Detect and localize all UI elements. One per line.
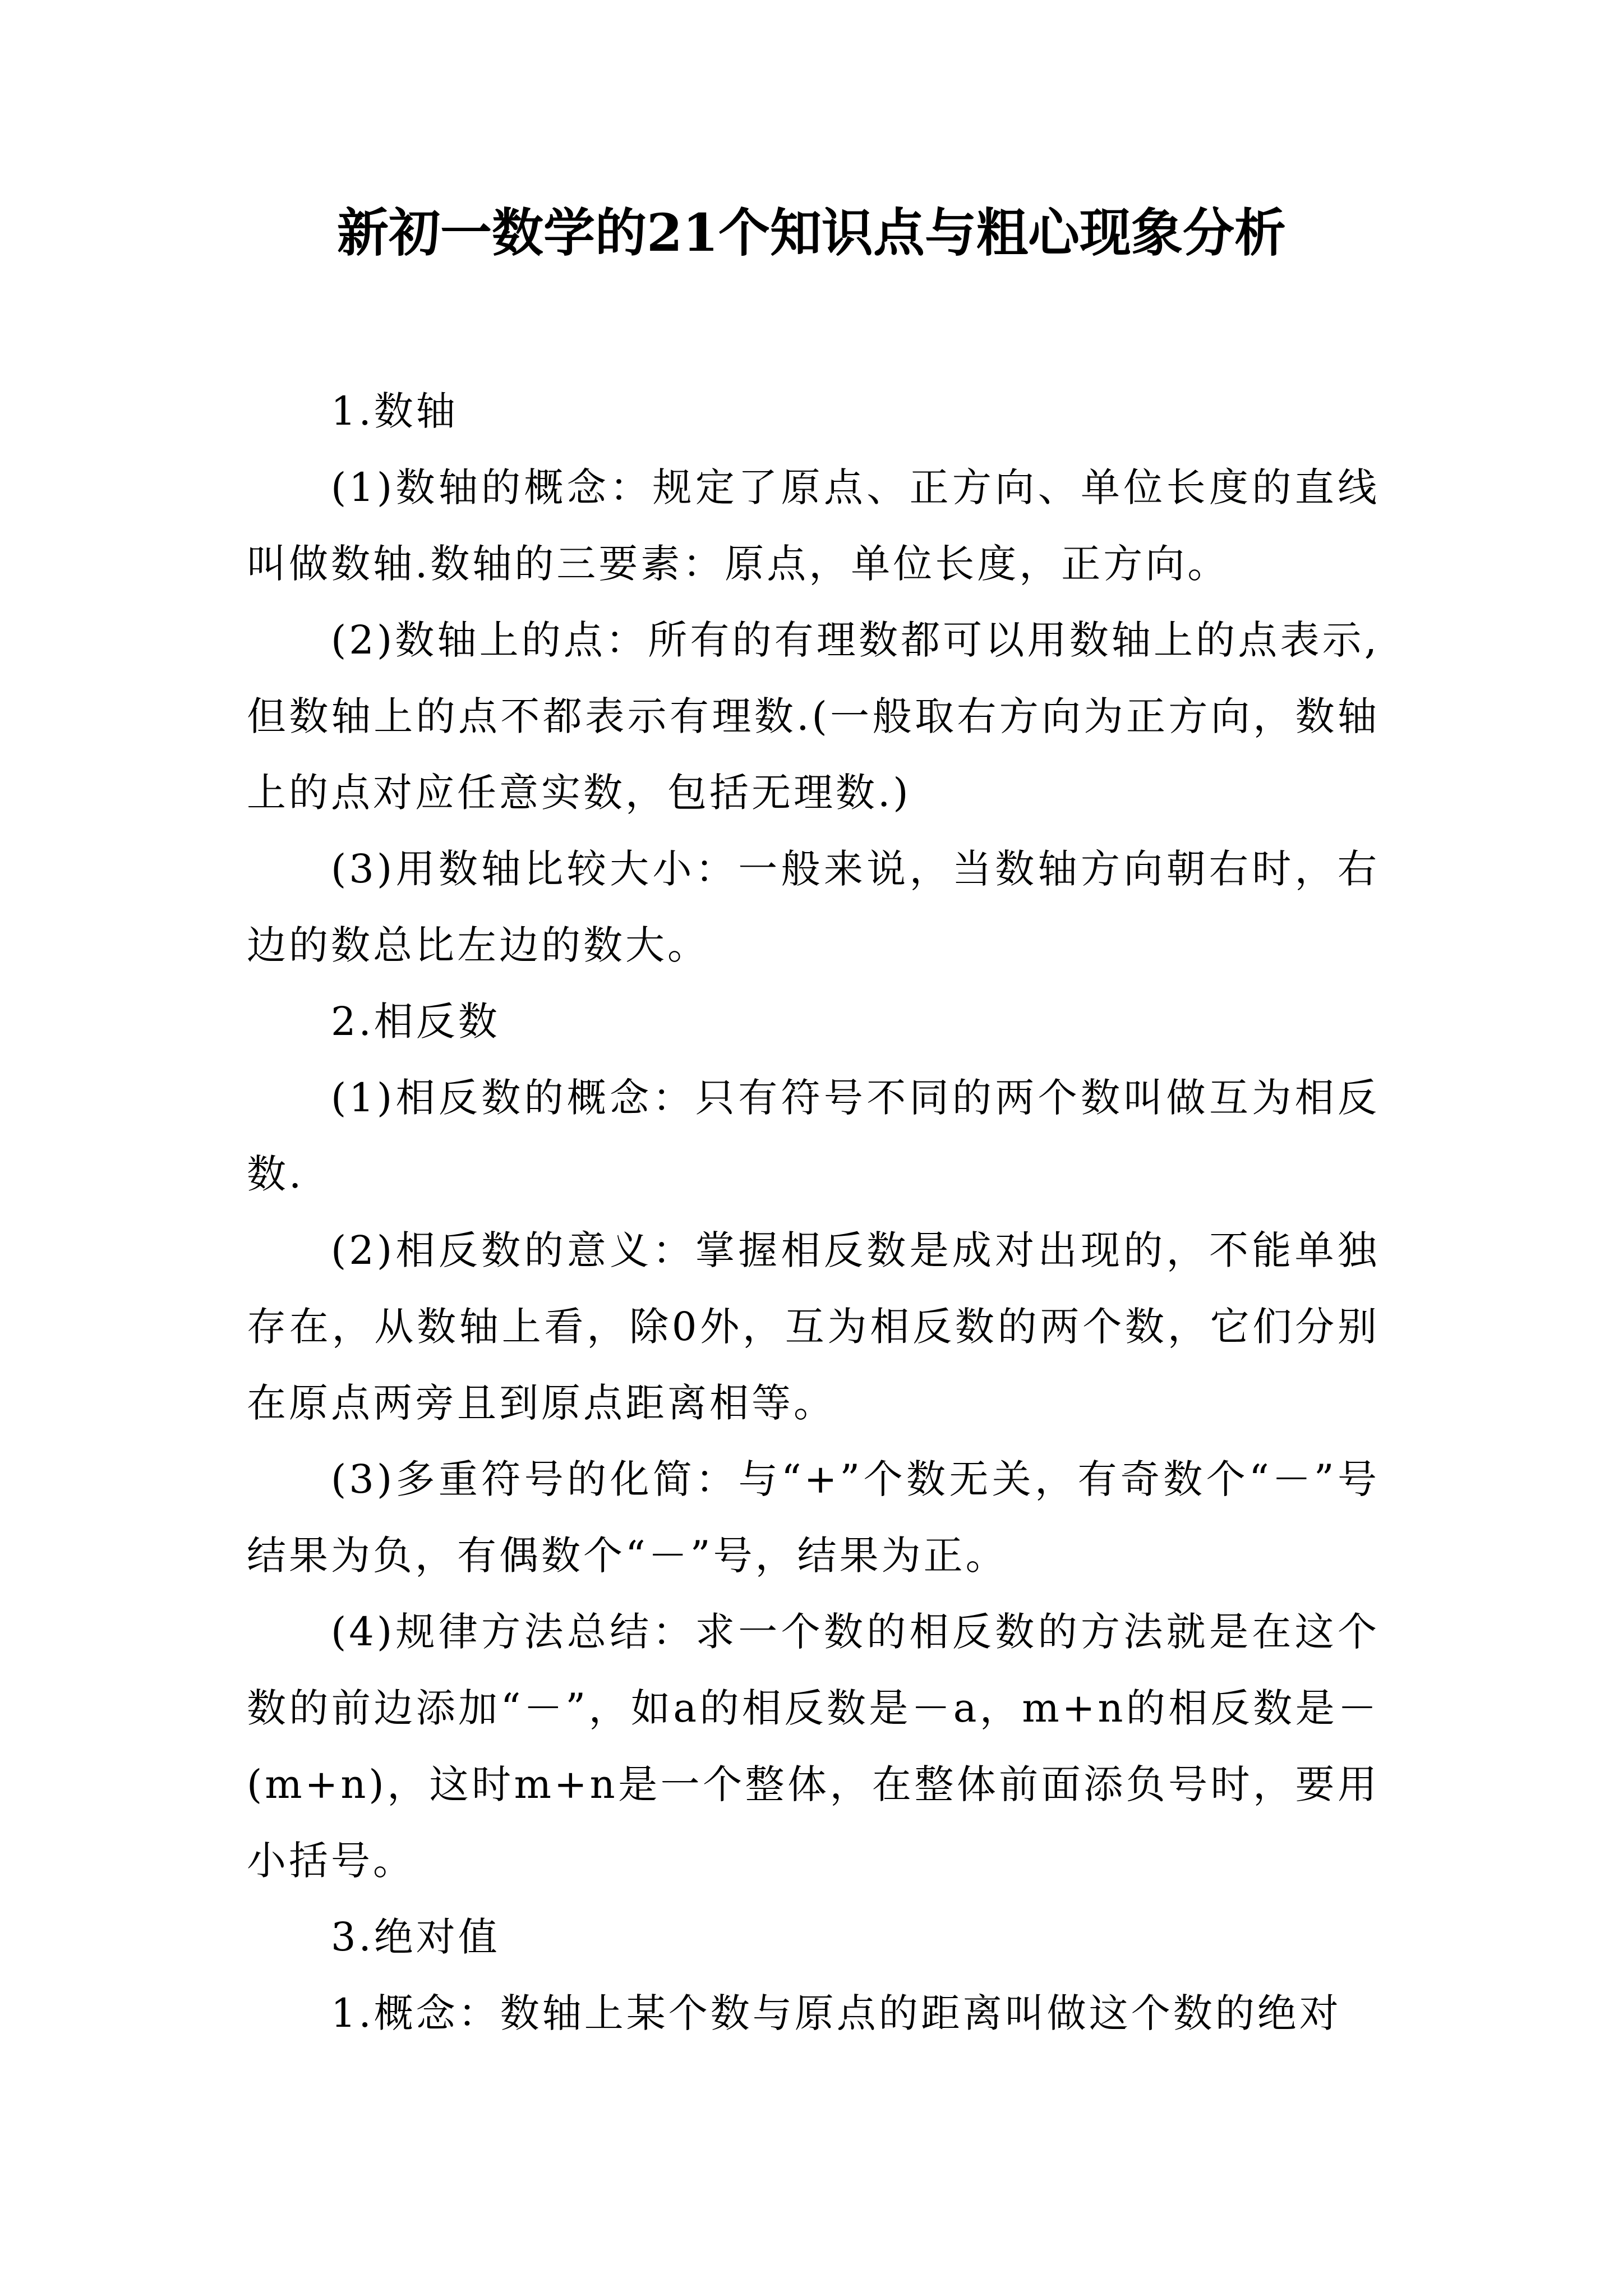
paragraph-opposite-concept: (1)相反数的概念：只有符号不同的两个数叫做互为相反数. <box>247 1075 1380 1197</box>
paragraph-method-summary: (4)规律方法总结：求一个数的相反数的方法就是在这个数的前边添加“－”，如a的相反数是－a，m+n的相反数是－(m+n)，这时m+n是一个整体，在整体前面添负号时，要用小括号。 <box>247 1609 1380 1884</box>
section-heading-number-line: 1.数轴 <box>331 388 458 434</box>
section-heading-absolute-value: 3.绝对值 <box>331 1914 500 1960</box>
document-title: 新初一数学的21个知识点与粗心现象分析 <box>336 203 1287 263</box>
document-body <box>247 373 1380 2051</box>
paragraph-number-line-concept: (1)数轴的概念：规定了原点、正方向、单位长度的直线叫做数轴.数轴的三要素：原点，单位长度，正方向。 <box>247 464 1380 587</box>
paragraph-opposite-meaning: (2)相反数的意义：掌握相反数是成对出现的，不能单独存在，从数轴上看，除0外，互为相反数的两个数，它们分别在原点两旁且到原点距离相等。 <box>247 1227 1380 1426</box>
paragraph-number-line-points: (2)数轴上的点：所有的有理数都可以用数轴上的点表示,但数轴上的点不都表示有理数.(一般取右方向为正方向，数轴上的点对应任意实数，包括无理数.) <box>247 617 1380 816</box>
paragraph-multiple-signs: (3)多重符号的化简：与“+”个数无关，有奇数个“－”号结果为负，有偶数个“－”号，结果为正。 <box>247 1456 1380 1579</box>
section-heading-opposite-numbers: 2.相反数 <box>331 999 500 1045</box>
paragraph-number-line-compare: (3)用数轴比较大小：一般来说，当数轴方向朝右时，右边的数总比左边的数大。 <box>247 846 1380 968</box>
paragraph-absolute-value-concept: 1.概念：数轴上某个数与原点的距离叫做这个数的绝对 <box>331 1990 1341 2036</box>
